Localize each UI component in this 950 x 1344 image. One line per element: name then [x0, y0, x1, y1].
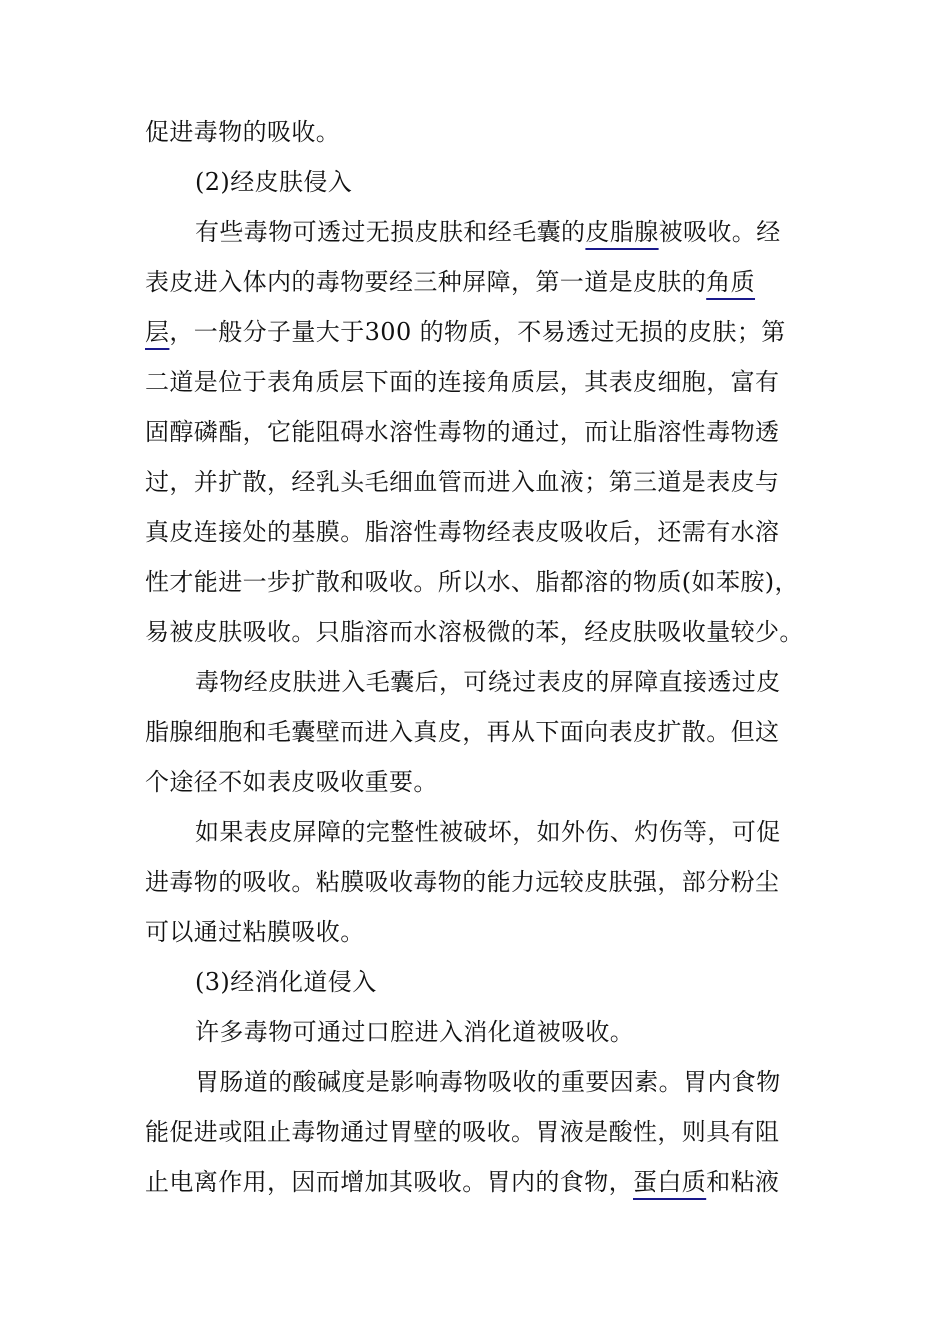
- text-line: [145, 307, 807, 357]
- text-line: 许多毒物可通过口腔进入消化道被吸收。: [195, 1018, 635, 1046]
- text-segment: 止电离作用，因而增加其吸收。胃内的食物，: [145, 1168, 633, 1196]
- text-line: 可以通过粘膜吸收。: [145, 918, 365, 946]
- text-segment: 有些毒物可透过无损皮肤和经毛囊的: [195, 218, 586, 246]
- section-heading: (3)经消化道侵入: [195, 968, 377, 996]
- link-protein[interactable]: 蛋白质: [633, 1168, 707, 1196]
- text-line: [145, 257, 807, 307]
- text-line: 固醇磷酯，它能阻碍水溶性毒物的通过，而让脂溶性毒物透: [145, 418, 780, 446]
- link-stratum-corneum-continued[interactable]: 层: [145, 318, 170, 346]
- document-page: [145, 107, 807, 1207]
- link-sebaceous-gland[interactable]: 皮脂腺: [585, 218, 659, 246]
- text-line: 如果表皮屏障的完整性被破坏，如外伤、灼伤等，可促: [195, 818, 781, 846]
- text-line: [145, 1157, 807, 1207]
- text-line: 过，并扩散，经乳头毛细血管而进入血液；第三道是表皮与: [145, 468, 780, 496]
- text-line: [145, 207, 807, 257]
- text-line: 真皮连接处的基膜。脂溶性毒物经表皮吸收后，还需有水溶: [145, 518, 780, 546]
- text-line: 性才能进一步扩散和吸收。所以水、脂都溶的物质(如苯胺)，: [145, 568, 799, 596]
- text-line: 二道是位于表角质层下面的连接角质层，其表皮细胞，富有: [145, 368, 780, 396]
- text-segment: 被吸收。经: [658, 218, 781, 246]
- text-line: 促进毒物的吸收。: [145, 118, 341, 146]
- text-segment: 表皮进入体内的毒物要经三种屏障，第一道是皮肤的: [145, 268, 707, 296]
- text-line: 毒物经皮肤进入毛囊后，可绕过表皮的屏障直接透过皮: [195, 668, 781, 696]
- text-line: 能促进或阻止毒物通过胃壁的吸收。胃液是酸性，则具有阻: [145, 1118, 780, 1146]
- text-segment: 和粘液: [706, 1168, 780, 1196]
- section-heading: (2)经皮肤侵入: [195, 168, 353, 196]
- link-stratum-corneum[interactable]: 角质: [706, 268, 756, 296]
- text-line: 胃肠道的酸碱度是影响毒物吸收的重要因素。胃内食物: [195, 1068, 781, 1096]
- text-segment: ，一般分子量大于300 的物质，不易透过无损的皮肤；第: [169, 318, 786, 346]
- text-line: 进毒物的吸收。粘膜吸收毒物的能力远较皮肤强，部分粉尘: [145, 868, 780, 896]
- text-line: 脂腺细胞和毛囊壁而进入真皮，再从下面向表皮扩散。但这: [145, 718, 780, 746]
- text-line: 个途径不如表皮吸收重要。: [145, 768, 438, 796]
- text-line: 易被皮肤吸收。只脂溶而水溶极微的苯，经皮肤吸收量较少。: [145, 618, 804, 646]
